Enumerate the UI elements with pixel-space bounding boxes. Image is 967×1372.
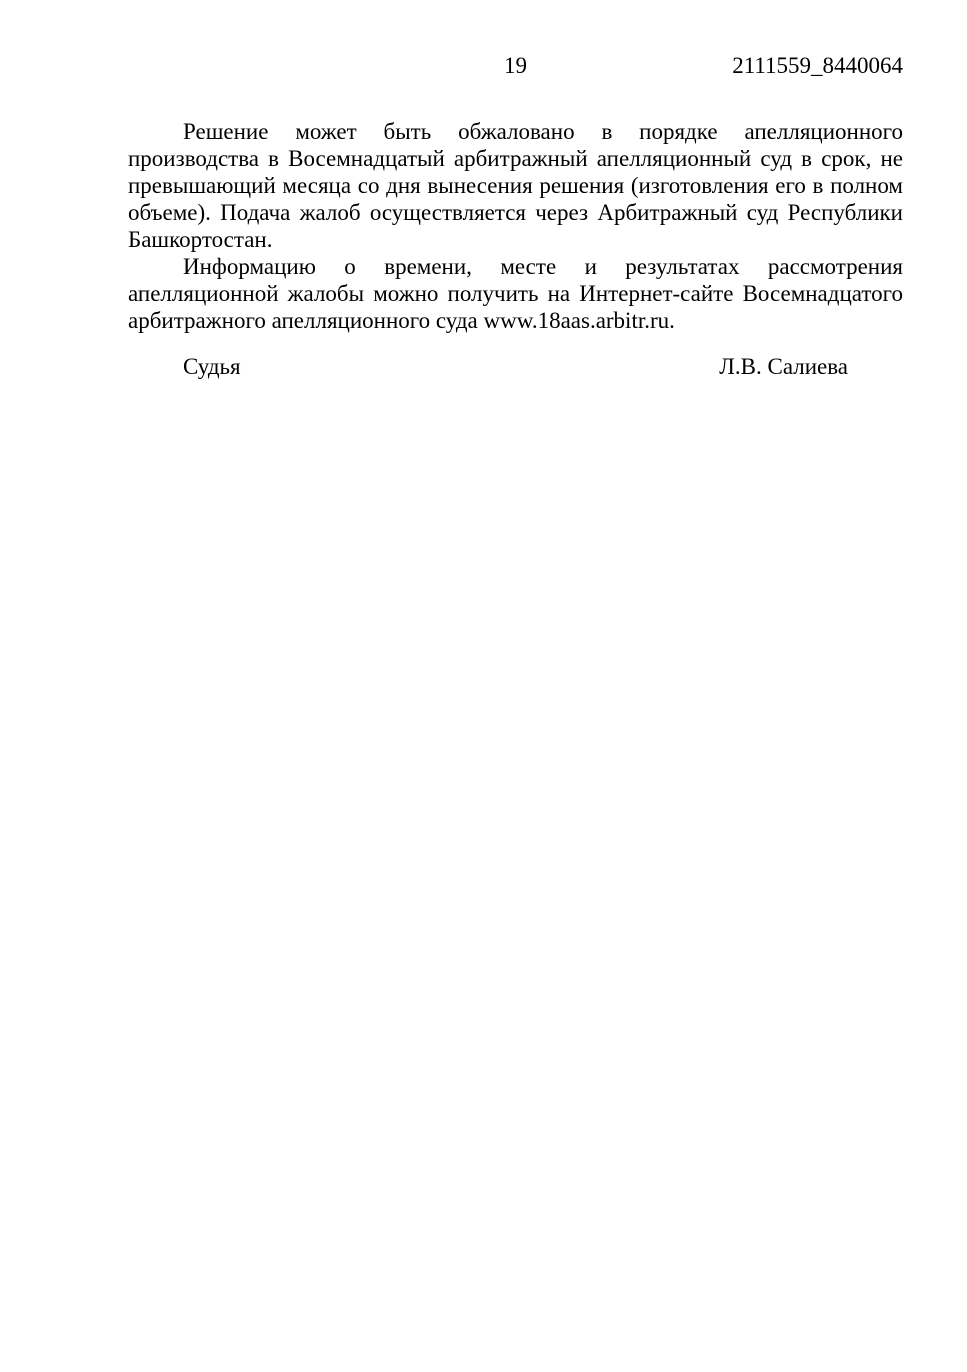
paragraph-line: превышающий месяца со дня вынесения решения (изготовления его в полном: [128, 173, 903, 198]
signature-row: [128, 353, 903, 380]
signature-name: Л.В. Салиева: [719, 354, 848, 379]
paragraph-line: апелляционной жалобы можно получить на Интернет-сайте Восемнадцатого: [128, 281, 903, 306]
appeal-procedure-paragraph: [128, 118, 903, 253]
paragraph-line: Решение может быть обжаловано в порядке апелляционного: [183, 119, 903, 144]
page-header: [128, 52, 903, 79]
appeal-info-paragraph: [128, 253, 903, 334]
document-number: 2111559_8440064: [732, 53, 903, 78]
paragraph-line: Башкортостан.: [128, 227, 273, 252]
paragraph-line: объеме). Подача жалоб осуществляется через Арбитражный суд Республики: [128, 200, 903, 225]
signature-role: Судья: [183, 354, 241, 379]
page-number: 19: [504, 53, 527, 78]
paragraph-line: арбитражного апелляционного суда www.18aas.arbitr.ru.: [128, 308, 675, 333]
paragraph-line: производства в Восемнадцатый арбитражный апелляционный суд в срок, не: [128, 146, 903, 171]
paragraph-line: Информацию о времени, месте и результатах рассмотрения: [183, 254, 903, 279]
